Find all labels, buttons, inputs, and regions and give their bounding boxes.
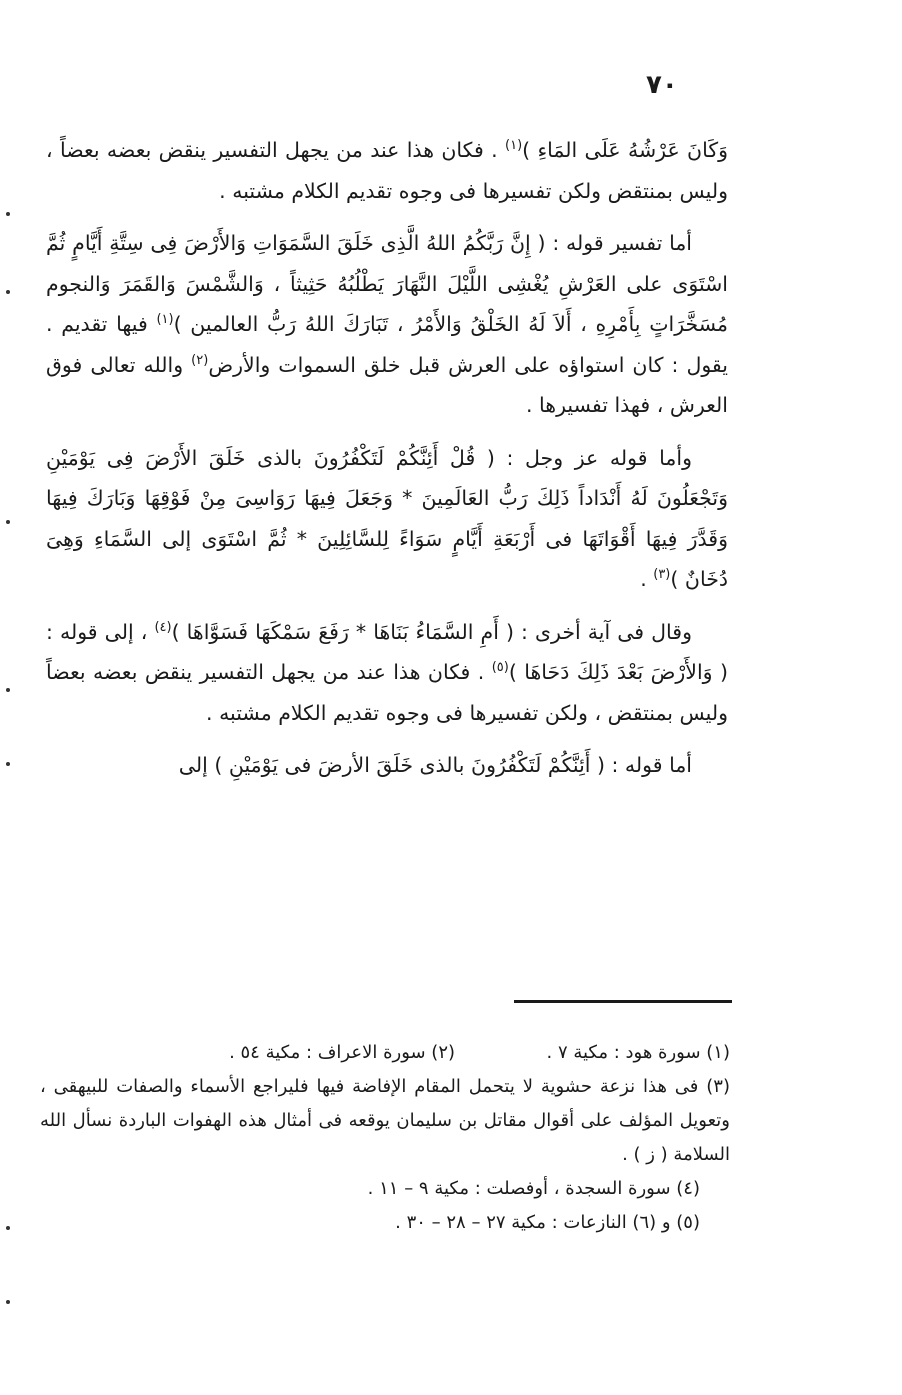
footnote-ref: (١) <box>505 138 523 154</box>
footnote-row <box>40 1036 730 1070</box>
margin-speck <box>6 520 10 524</box>
margin-speck <box>6 290 10 294</box>
footnotes <box>40 1036 730 1240</box>
footnote-ref: (٣) <box>653 567 671 583</box>
footnote-ref: (٥) <box>491 660 509 676</box>
footnote-4: (٤) سورة السجدة ، أوفصلت : مكية ٩ – ١١ . <box>367 1178 700 1199</box>
margin-speck <box>6 1226 10 1230</box>
paragraph-text: أما قوله : ( أَئِنَّكُمْ لَتَكْفُرُونَ بالذى خَلَقَ الأرضَ فى يَوْمَيْنِ ) إلى <box>178 753 692 777</box>
paragraph-text: والله تعالى فوق العرش ، فهذا تفسيرها . <box>46 352 728 417</box>
paragraph-text: فيها تقديم . يقول : كان استواؤه على العرش قبل خلق السموات والأرض <box>46 312 729 377</box>
main-text <box>46 130 728 798</box>
paragraph <box>46 223 728 426</box>
margin-speck <box>6 212 10 216</box>
margin-speck <box>6 1300 10 1304</box>
footnote-ref: (٢) <box>191 352 209 368</box>
footnote-5: (٥) و (٦) النازعات : مكية ٢٧ – ٢٨ – ٣٠ . <box>395 1212 700 1233</box>
footnote-3: (٣) فى هذا نزعة حشوية لا يتحمل المقام الإفاضة فيها فليراجع الأسماء والصفات للبيهقى ، وتعويل المؤلف على أقوال مقاتل بن سليمان يوقعه فى أمثال هذه الهفوات الباردة نسأل الله السلامة ( ز ) . <box>40 1076 730 1165</box>
paragraph-text: وَكَانَ عَرْشُهُ عَلَى المَاءِ ) <box>522 138 728 162</box>
paragraph-text: ، إلى قوله : ( وَالأَرْضَ بَعْدَ ذَلِكَ دَحَاهَا ) <box>46 619 728 684</box>
footnote-ref: (٤) <box>154 619 172 635</box>
paragraph <box>46 612 728 734</box>
paragraph <box>46 745 728 786</box>
footnote-1: (١) سورة هود : مكية ٧ . <box>546 1042 730 1063</box>
margin-speck <box>6 688 10 692</box>
paragraph-text: . فكان هذا عند من يجهل التفسير ينقض بعضه بعضاً وليس بمنتقض ، ولكن تفسيرها فى وجوه تقديم الكلام مشتبه . <box>46 660 728 725</box>
paragraph <box>46 130 728 211</box>
paragraph-text: وأما قوله عز وجل : ( قُلْ أَئِنَّكُمْ لَتَكْفُرُونَ بالذى خَلَقَ الأَرْضَ فِى يَوْمَيْنِ وَتَجْعَلُونَ لَهُ أَنْدَاداً ذَلِكَ رَبُّ العَالَمِينَ * وَجَعَلَ فِيهَا رَوَاسِىَ مِنْ فَوْقِهَا وَبَارَكَ فِيهَا وَقَدَّرَ فِيهَا أَقْوَاتَهَا فى أَرْبَعَةِ أَيَّامٍ سَوَاءً لِلسَّائِلِينَ * ثُمَّ اسْتَوَى إلى السَّمَاءِ وَهِىَ دُخَانٌ ) <box>46 445 728 591</box>
margin-speck <box>6 762 10 766</box>
footnote-2: (٢) سورة الاعراف : مكية ٥٤ . <box>229 1042 456 1063</box>
paragraph-text: وقال فى آية أخرى : ( أَمِ السَّمَاءُ بَنَاهَا * رَفَعَ سَمْكَهَا فَسَوَّاهَا ) <box>171 619 693 644</box>
page-number: ٧٠ <box>646 70 678 100</box>
paragraph-text: . فكان هذا عند من يجهل التفسير ينقض بعضه بعضاً ، وليس بمنتقض ولكن تفسيرها فى وجوه تقديم الكلام مشتبه . <box>46 138 728 203</box>
footnote-divider <box>514 1000 732 1003</box>
paragraph-text: . <box>640 567 654 591</box>
paragraph <box>46 438 728 600</box>
paragraph-text: أما تفسير قوله : ( إِنَّ رَبَّكُمُ اللهُ الَّذِى خَلَقَ السَّمَوَاتِ وَالأَرْضَ فِى سِتَّةِ أَيَّامٍ ثُمَّ اسْتَوَى على العَرْشِ يُغْشِى اللَّيْلَ النَّهَارَ يَطْلُبُهُ حَثِيثاً ، وَالشَّمْسَ وَالقَمَرَ وَالنجوم مُسَخَّرَاتٍ بِأَمْرِهِ ، أَلاَ لَهُ الخَلْقُ وَالأَمْرُ ، تَبَارَكَ اللهُ رَبُّ العالمين ) <box>46 231 729 336</box>
footnote-ref: (١) <box>156 312 174 328</box>
